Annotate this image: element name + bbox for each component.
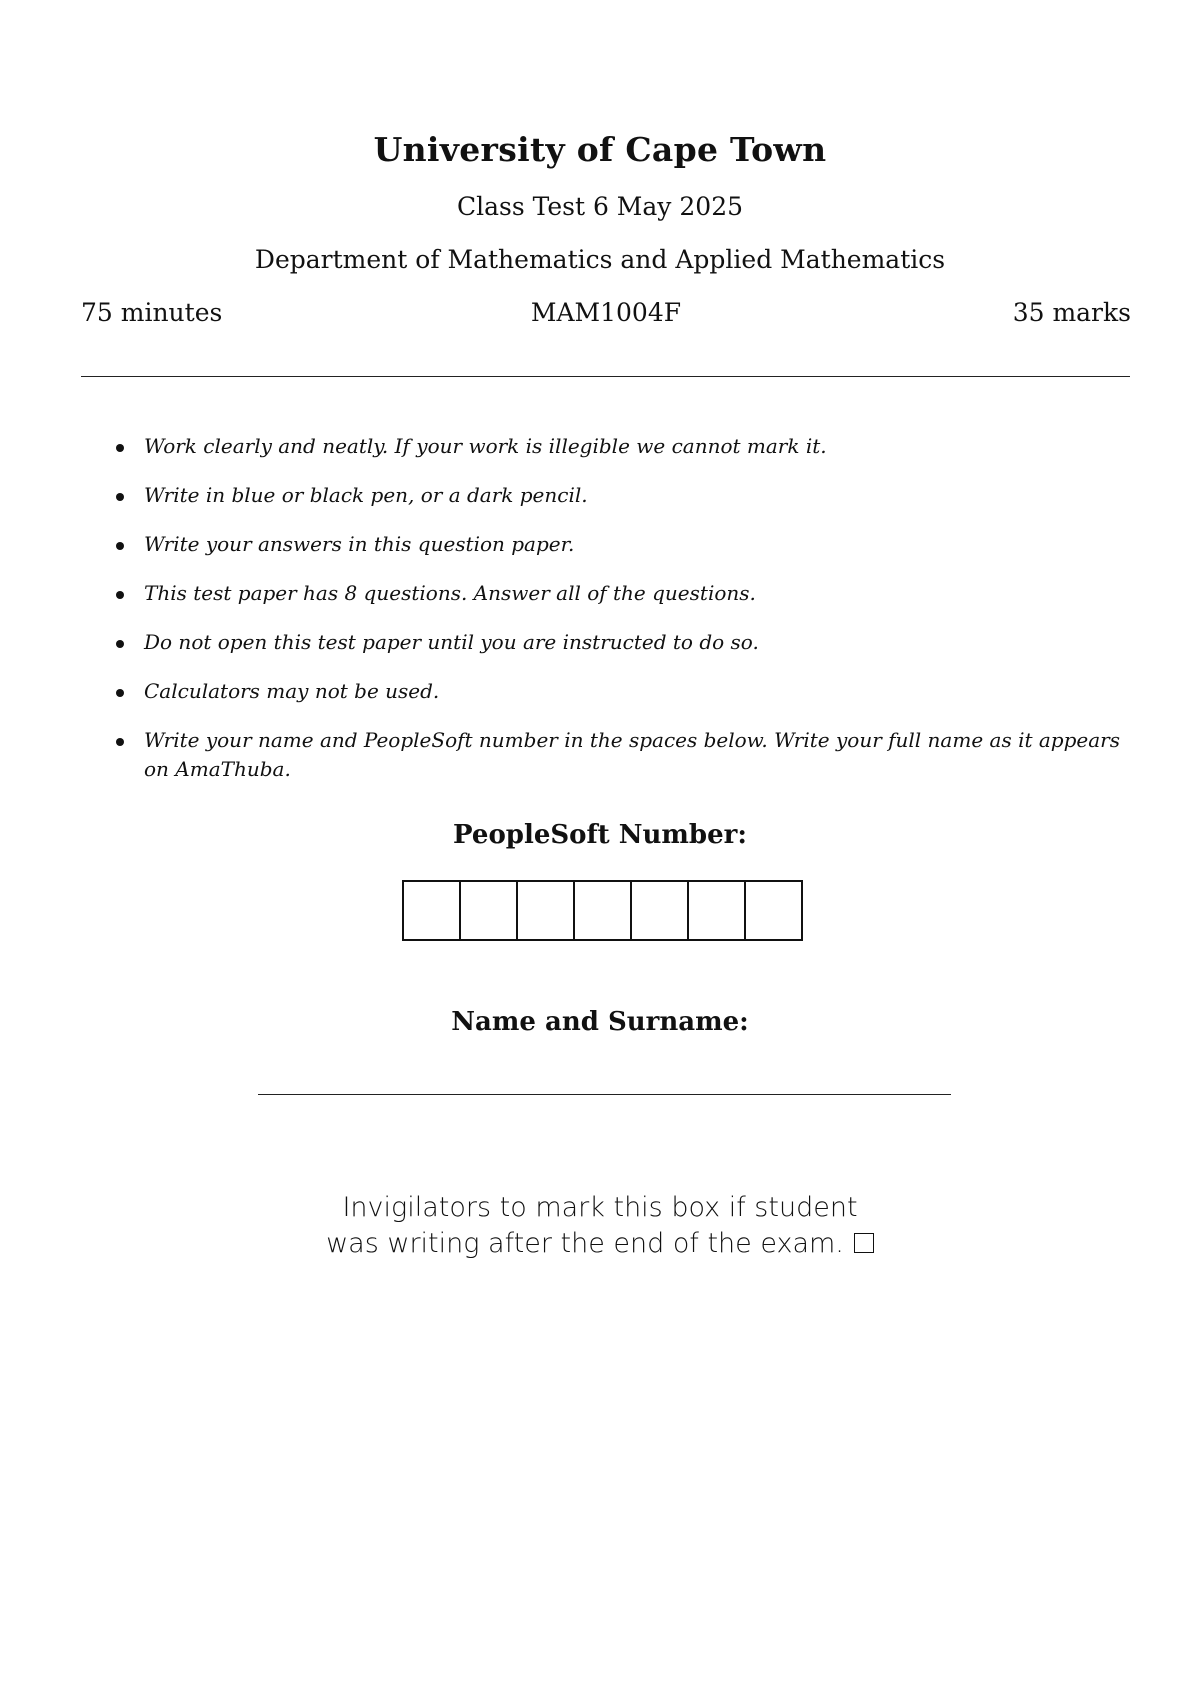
instruction-item: [114, 726, 1134, 784]
peoplesoft-number-boxes: [402, 880, 803, 941]
instruction-item: [114, 530, 1134, 559]
test-date: Class Test 6 May 2025: [456, 192, 744, 221]
instruction-item: [114, 579, 1134, 608]
header-divider: [81, 376, 1130, 377]
instruction-text: Calculators may not be used.: [144, 679, 440, 703]
department-name: Department of Mathematics and Applied Mathematics: [254, 245, 946, 274]
bullet-icon: [116, 493, 124, 501]
bullet-icon: [116, 591, 124, 599]
instruction-text: This test paper has 8 questions. Answer all of the questions.: [144, 581, 756, 605]
peoplesoft-digit-box[interactable]: [518, 882, 575, 939]
invigilator-note: [0, 1190, 1200, 1262]
bullet-icon: [116, 689, 124, 697]
instruction-item: [114, 481, 1134, 510]
peoplesoft-label: PeopleSoft Number:: [453, 820, 747, 850]
instruction-item: [114, 677, 1134, 706]
peoplesoft-digit-box[interactable]: [746, 882, 803, 939]
peoplesoft-digit-box[interactable]: [404, 882, 461, 939]
bullet-icon: [116, 640, 124, 648]
late-writing-checkbox[interactable]: [854, 1233, 874, 1253]
peoplesoft-digit-box[interactable]: [575, 882, 632, 939]
instruction-text: Write your answers in this question paper.: [144, 532, 575, 556]
peoplesoft-digit-box[interactable]: [632, 882, 689, 939]
bullet-icon: [116, 444, 124, 452]
bullet-icon: [116, 542, 124, 550]
exam-duration: 75 minutes: [81, 298, 223, 327]
instruction-item: [114, 628, 1134, 657]
total-marks: 35 marks: [1012, 298, 1131, 327]
exam-meta-row: [81, 298, 1131, 332]
instructions-list: [114, 432, 1134, 804]
invigilator-note-line-2: [0, 1226, 1200, 1262]
name-surname-line[interactable]: [258, 1094, 951, 1095]
invigilator-note-line-1: Invigilators to mark this box if student: [342, 1192, 858, 1223]
instruction-text: Do not open this test paper until you are instructed to do so.: [144, 630, 759, 654]
name-surname-label: Name and Surname:: [451, 1007, 749, 1037]
instruction-text: Write your name and PeopleSoft number in the spaces below. Write your full name as it appears on AmaThuba.: [144, 728, 1120, 781]
course-code: MAM1004F: [530, 298, 682, 327]
instruction-item: [114, 432, 1134, 461]
invigilator-note-line-2-text: was writing after the end of the exam.: [326, 1228, 844, 1259]
peoplesoft-digit-box[interactable]: [689, 882, 746, 939]
peoplesoft-digit-box[interactable]: [461, 882, 518, 939]
university-title: University of Cape Town: [373, 130, 827, 169]
bullet-icon: [116, 738, 124, 746]
instruction-text: Write in blue or black pen, or a dark pencil.: [144, 483, 588, 507]
instruction-text: Work clearly and neatly. If your work is illegible we cannot mark it.: [144, 434, 827, 458]
